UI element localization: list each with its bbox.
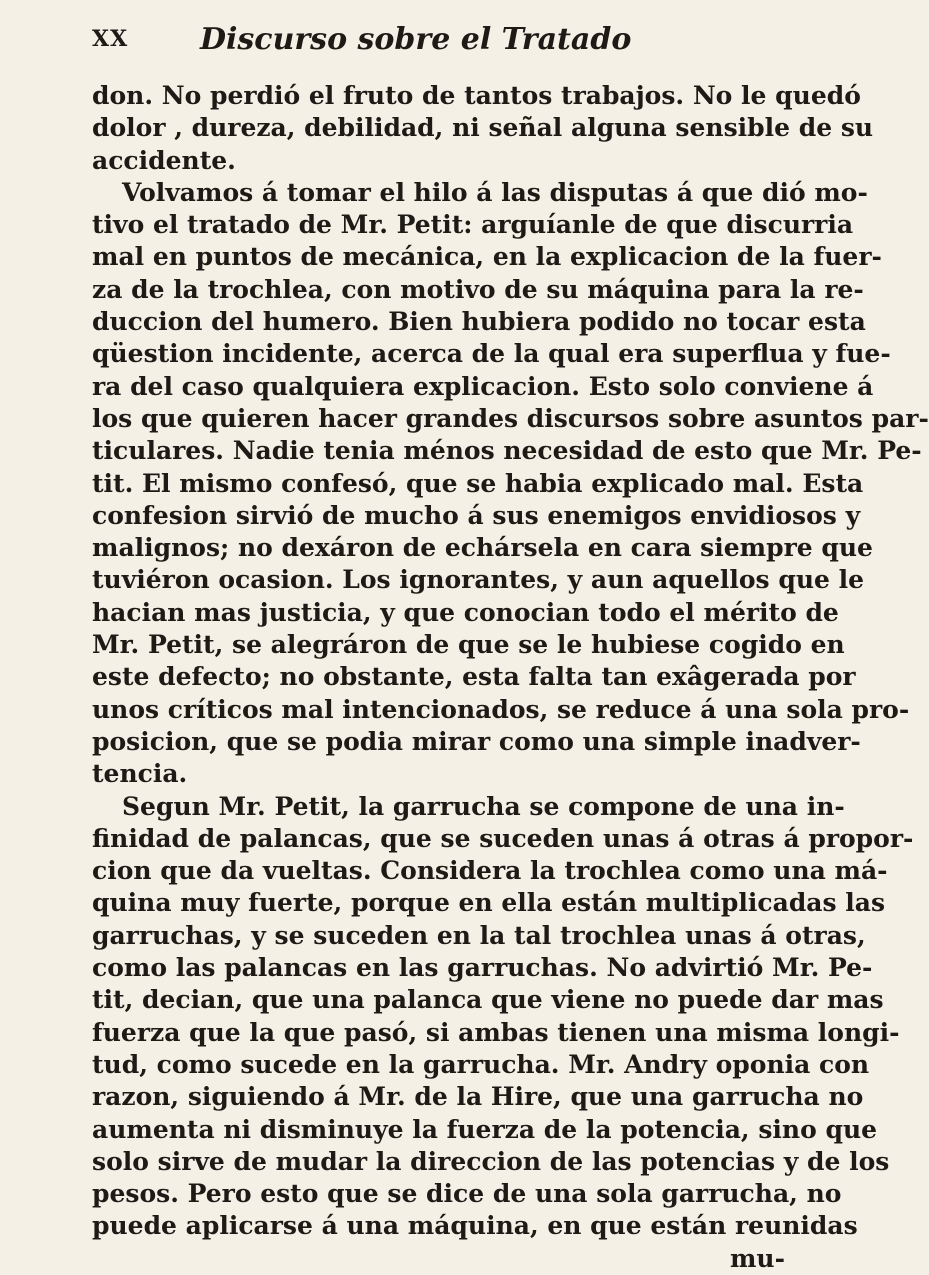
text-line: za de la trochlea, con motivo de su máquina para la re-: [92, 274, 864, 304]
text-line: tivo el tratado de Mr. Petit: arguíanle de que discurria: [92, 210, 854, 240]
text-line: como las palancas en las garruchas. No advirtió Mr. Pe-: [92, 953, 873, 983]
text-line: Volvamos á tomar el hilo á las disputas á que dió mo-: [122, 177, 868, 207]
text-line: pesos. Pero esto que se dice de una sola garrucha, no: [92, 1179, 842, 1209]
text-line: solo sirve de mudar la direccion de las potencias y de los: [92, 1146, 890, 1176]
text-line: Segun Mr. Petit, la garrucha se compone de una in-: [122, 791, 845, 821]
text-line: finidad de palancas, que se suceden unas á otras á propor-: [92, 823, 914, 853]
text-line: dolor , dureza, debilidad, ni señal alguna sensible de su: [92, 113, 874, 143]
page-header: [92, 18, 752, 62]
text-line: fuerza que la que pasó, si ambas tienen una misma longi-: [92, 1017, 900, 1047]
text-line: tencia.: [92, 759, 188, 789]
text-line: aumenta ni disminuye la fuerza de la potencia, sino que: [92, 1114, 878, 1144]
text-line: accidente.: [92, 145, 236, 175]
text-line: tud, como sucede en la garrucha. Mr. Andry oponia con: [92, 1049, 870, 1079]
text-line: los que quieren hacer grandes discursos sobre asuntos par-: [92, 403, 929, 433]
page-number: XX: [92, 26, 129, 52]
text-line: razon, siguiendo á Mr. de la Hire, que una garrucha no: [92, 1082, 864, 1112]
text-line: mu-: [729, 1243, 785, 1273]
text-line: malignos; no dexáron de echársela en cara siempre que: [92, 533, 873, 563]
text-line: don. No perdió el fruto de tantos trabajos. No le quedó: [92, 81, 861, 110]
text-line: unos críticos mal intencionados, se reduce á una sola pro-: [92, 694, 910, 724]
text-line: confesion sirvió de mucho á sus enemigos envidiosos y: [92, 500, 861, 530]
text-line: ticulares. Nadie tenia ménos necesidad de esto que Mr. Pe-: [92, 436, 922, 466]
text-line: tit. El mismo confesó, que se habia explicado mal. Esta: [92, 468, 864, 498]
text-line: tit, decian, que una palanca que viene no puede dar mas: [92, 985, 884, 1015]
text-line: este defecto; no obstante, esta falta tan exâgerada por: [92, 662, 856, 692]
text-line: posicion, que se podia mirar como una simple inadver-: [92, 726, 861, 756]
text-line: duccion del humero. Bien hubiera podido no tocar esta: [92, 307, 866, 337]
text-line: quina muy fuerte, porque en ella están multiplicadas las: [92, 888, 886, 918]
text-line: hacian mas justicia, y que conocian todo el mérito de: [92, 597, 839, 627]
text-line: qüestion incidente, acerca de la qual era superflua y fue-: [92, 339, 891, 369]
text-line: Mr. Petit, se alegráron de que se le hubiese cogido en: [92, 630, 845, 660]
text-line: puede aplicarse á una máquina, en que están reunidas: [92, 1211, 858, 1241]
text-line: garruchas, y se suceden en la tal trochlea unas á otras,: [92, 920, 866, 950]
text-line: mal en puntos de mecánica, en la explicacion de la fuer-: [92, 242, 882, 272]
text-line: ra del caso qualquiera explicacion. Esto solo conviene á: [92, 371, 874, 401]
text-line: tuviéron ocasion. Los ignorantes, y aun aquellos que le: [92, 565, 865, 595]
body-text: [92, 80, 929, 1275]
text-line: cion que da vueltas. Considera la trochlea como una má-: [92, 856, 888, 886]
running-title: Discurso sobre el Tratado: [200, 22, 632, 57]
